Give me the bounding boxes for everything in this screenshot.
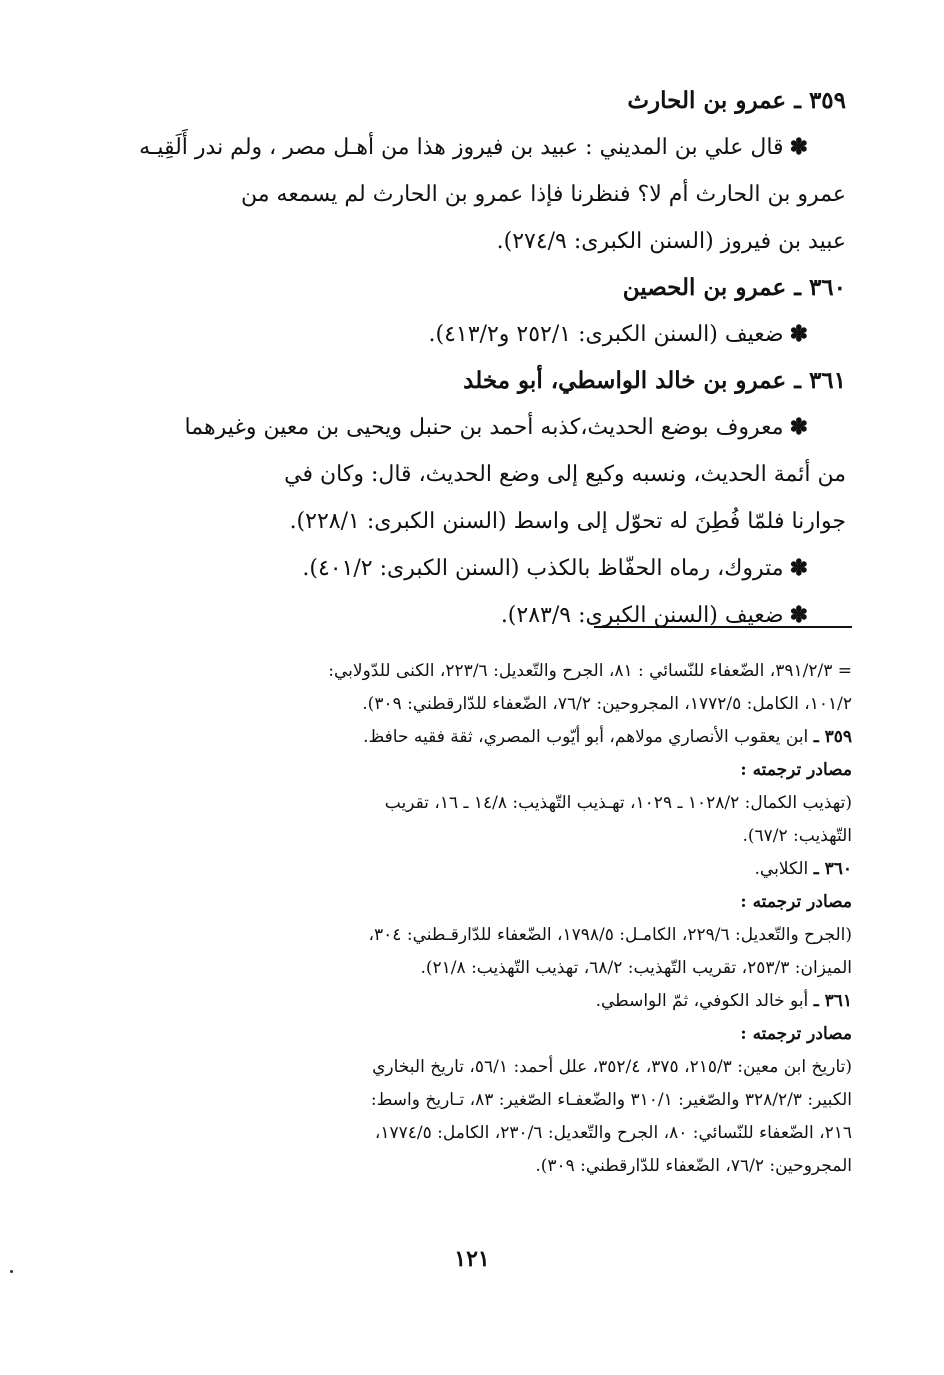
sources-line: التّهذيب: ٦٧/٢). (742, 826, 852, 846)
footnote-text: أبو خالد الكوفي، ثمّ الواسطي. (595, 991, 809, 1011)
sources-heading: مصادر ترجمته : (740, 892, 852, 912)
entry-number: ٣٦١ ـ (794, 367, 846, 394)
text-line: جوارنا فلمّا فُطِنَ له تحوّل إلى واسط (السنن الكبرى: ٢٢٨/١). (289, 509, 846, 534)
sources-line: الكبير: ٣٢٨/٢/٣ والصّغير: ٣١٠/١ والضّعفـاء الصّغير: ٨٣، تـاريخ واسط: (370, 1090, 852, 1110)
footnote-359 (152, 721, 852, 754)
footnote-number: ٣٥٩ ـ (813, 727, 852, 747)
sources-heading: مصادر ترجمته : (740, 1024, 852, 1044)
footnote-text: ابن يعقوب الأنصاري مولاهم، أبو أيّوب المصري، ثقة فقيه حافظ. (363, 727, 809, 747)
sources-line: (تاريخ ابن معين: ٢١٥/٣، ٣٧٥، ٣٥٢/٤، علل أحمد: ٥٦/١، تاريخ البخاري (372, 1057, 852, 1077)
entry-title-360 (126, 265, 846, 311)
sources-heading: مصادر ترجمته : (740, 760, 852, 780)
footnotes (152, 655, 852, 1183)
bullet-mark: ✽ (789, 321, 808, 347)
text-line: ✽ضعيف (السنن الكبرى: ٢٨٣/٩). (500, 602, 808, 628)
bullet-mark: ✽ (789, 602, 808, 628)
bullet-mark: ✽ (789, 555, 808, 581)
bullet-mark: ✽ (789, 134, 808, 160)
footnote-text: الكلابي. (754, 859, 809, 879)
footnote-360 (152, 853, 852, 886)
main-text (126, 78, 846, 639)
entry-number: ٣٥٩ ـ (794, 87, 846, 114)
sources-line: (تهذيب الكمال: ١٠٢٨/٢ ـ ١٠٢٩، تهـذيب التّهذيب: ١٤/٨ ـ ١٦، تقريب (384, 793, 852, 813)
footnote-carry-line: ١٠١/٢، الكامل: ١٧٧٢/٥، المجروحين: ٧٦/٢، الضّعفاء للدّارقطني: ٣٠٩). (362, 694, 852, 714)
entry-body-361 (126, 404, 846, 639)
text-line: ✽ضعيف (السنن الكبرى: ٢٥٢/١ و٤١٣/٢). (428, 321, 808, 347)
entry-title-359 (126, 78, 846, 124)
entry-body-360 (126, 311, 846, 358)
text-line: من أئمة الحديث، ونسبه وكيع إلى وضع الحديث، قال: وكان في (284, 462, 846, 487)
scan-speck (10, 1270, 13, 1273)
text-line: عمرو بن الحارث أم لا؟ فنظرنا فإذا عمرو بن الحارث لم يسمعه من (241, 182, 846, 207)
sources-line: الميزان: ٢٥٣/٣، تقريب التّهذيب: ٦٨/٢، تهذيب التّهذيب: ٢١/٨). (420, 958, 852, 978)
footnote-carry-line: = ٣٩١/٢/٣، الضّعفاء للنّسائي : ٨١، الجرح والتّعديل: ٢٢٣/٦، الكنى للدّولابي: (328, 661, 852, 681)
entry-body-359 (126, 124, 846, 265)
text-line: ✽قال علي بن المديني : عبيد بن فيروز هذا من أهـل مصر ، ولم ندر أَلَقِيـه (139, 134, 808, 160)
entry-name: عمرو بن الحارث (627, 87, 787, 114)
text-line: ✽متروك، رماه الحفّاظ بالكذب (السنن الكبرى: ٤٠١/٢). (302, 555, 808, 581)
entry-number: ٣٦٠ ـ (794, 274, 846, 301)
bullet-mark: ✽ (789, 414, 808, 440)
text-line: ✽معروف بوضع الحديث،كذبه أحمد بن حنبل ويحيى بن معين وغيرهما (184, 414, 808, 440)
sources-line: المجروحين: ٧٦/٢، الضّعفاء للدّارقطني: ٣٠٩). (535, 1156, 852, 1176)
entry-title-361 (126, 358, 846, 404)
sources-line: ٢١٦، الضّعفاء للنّسائي: ٨٠، الجرح والتّعديل: ٢٣٠/٦، الكامل: ١٧٧٤/٥، (374, 1123, 852, 1143)
footnote-divider (594, 626, 852, 628)
carry-mark: = (837, 661, 852, 681)
text-line: عبيد بن فيروز (السنن الكبرى: ٢٧٤/٩). (496, 229, 846, 254)
page-number: ١٢١ (454, 1246, 490, 1272)
sources-line: (الجرح والتّعديل: ٢٢٩/٦، الكامـل: ١٧٩٨/٥، الضّعفاء للدّارقـطني: ٣٠٤، (368, 925, 852, 945)
footnote-number: ٣٦١ ـ (813, 991, 852, 1011)
footnote-number: ٣٦٠ ـ (813, 859, 852, 879)
footnote-361 (152, 985, 852, 1018)
entry-name: عمرو بن خالد الواسطي، أبو مخلد (463, 367, 787, 394)
entry-name: عمرو بن الحصين (622, 274, 787, 301)
